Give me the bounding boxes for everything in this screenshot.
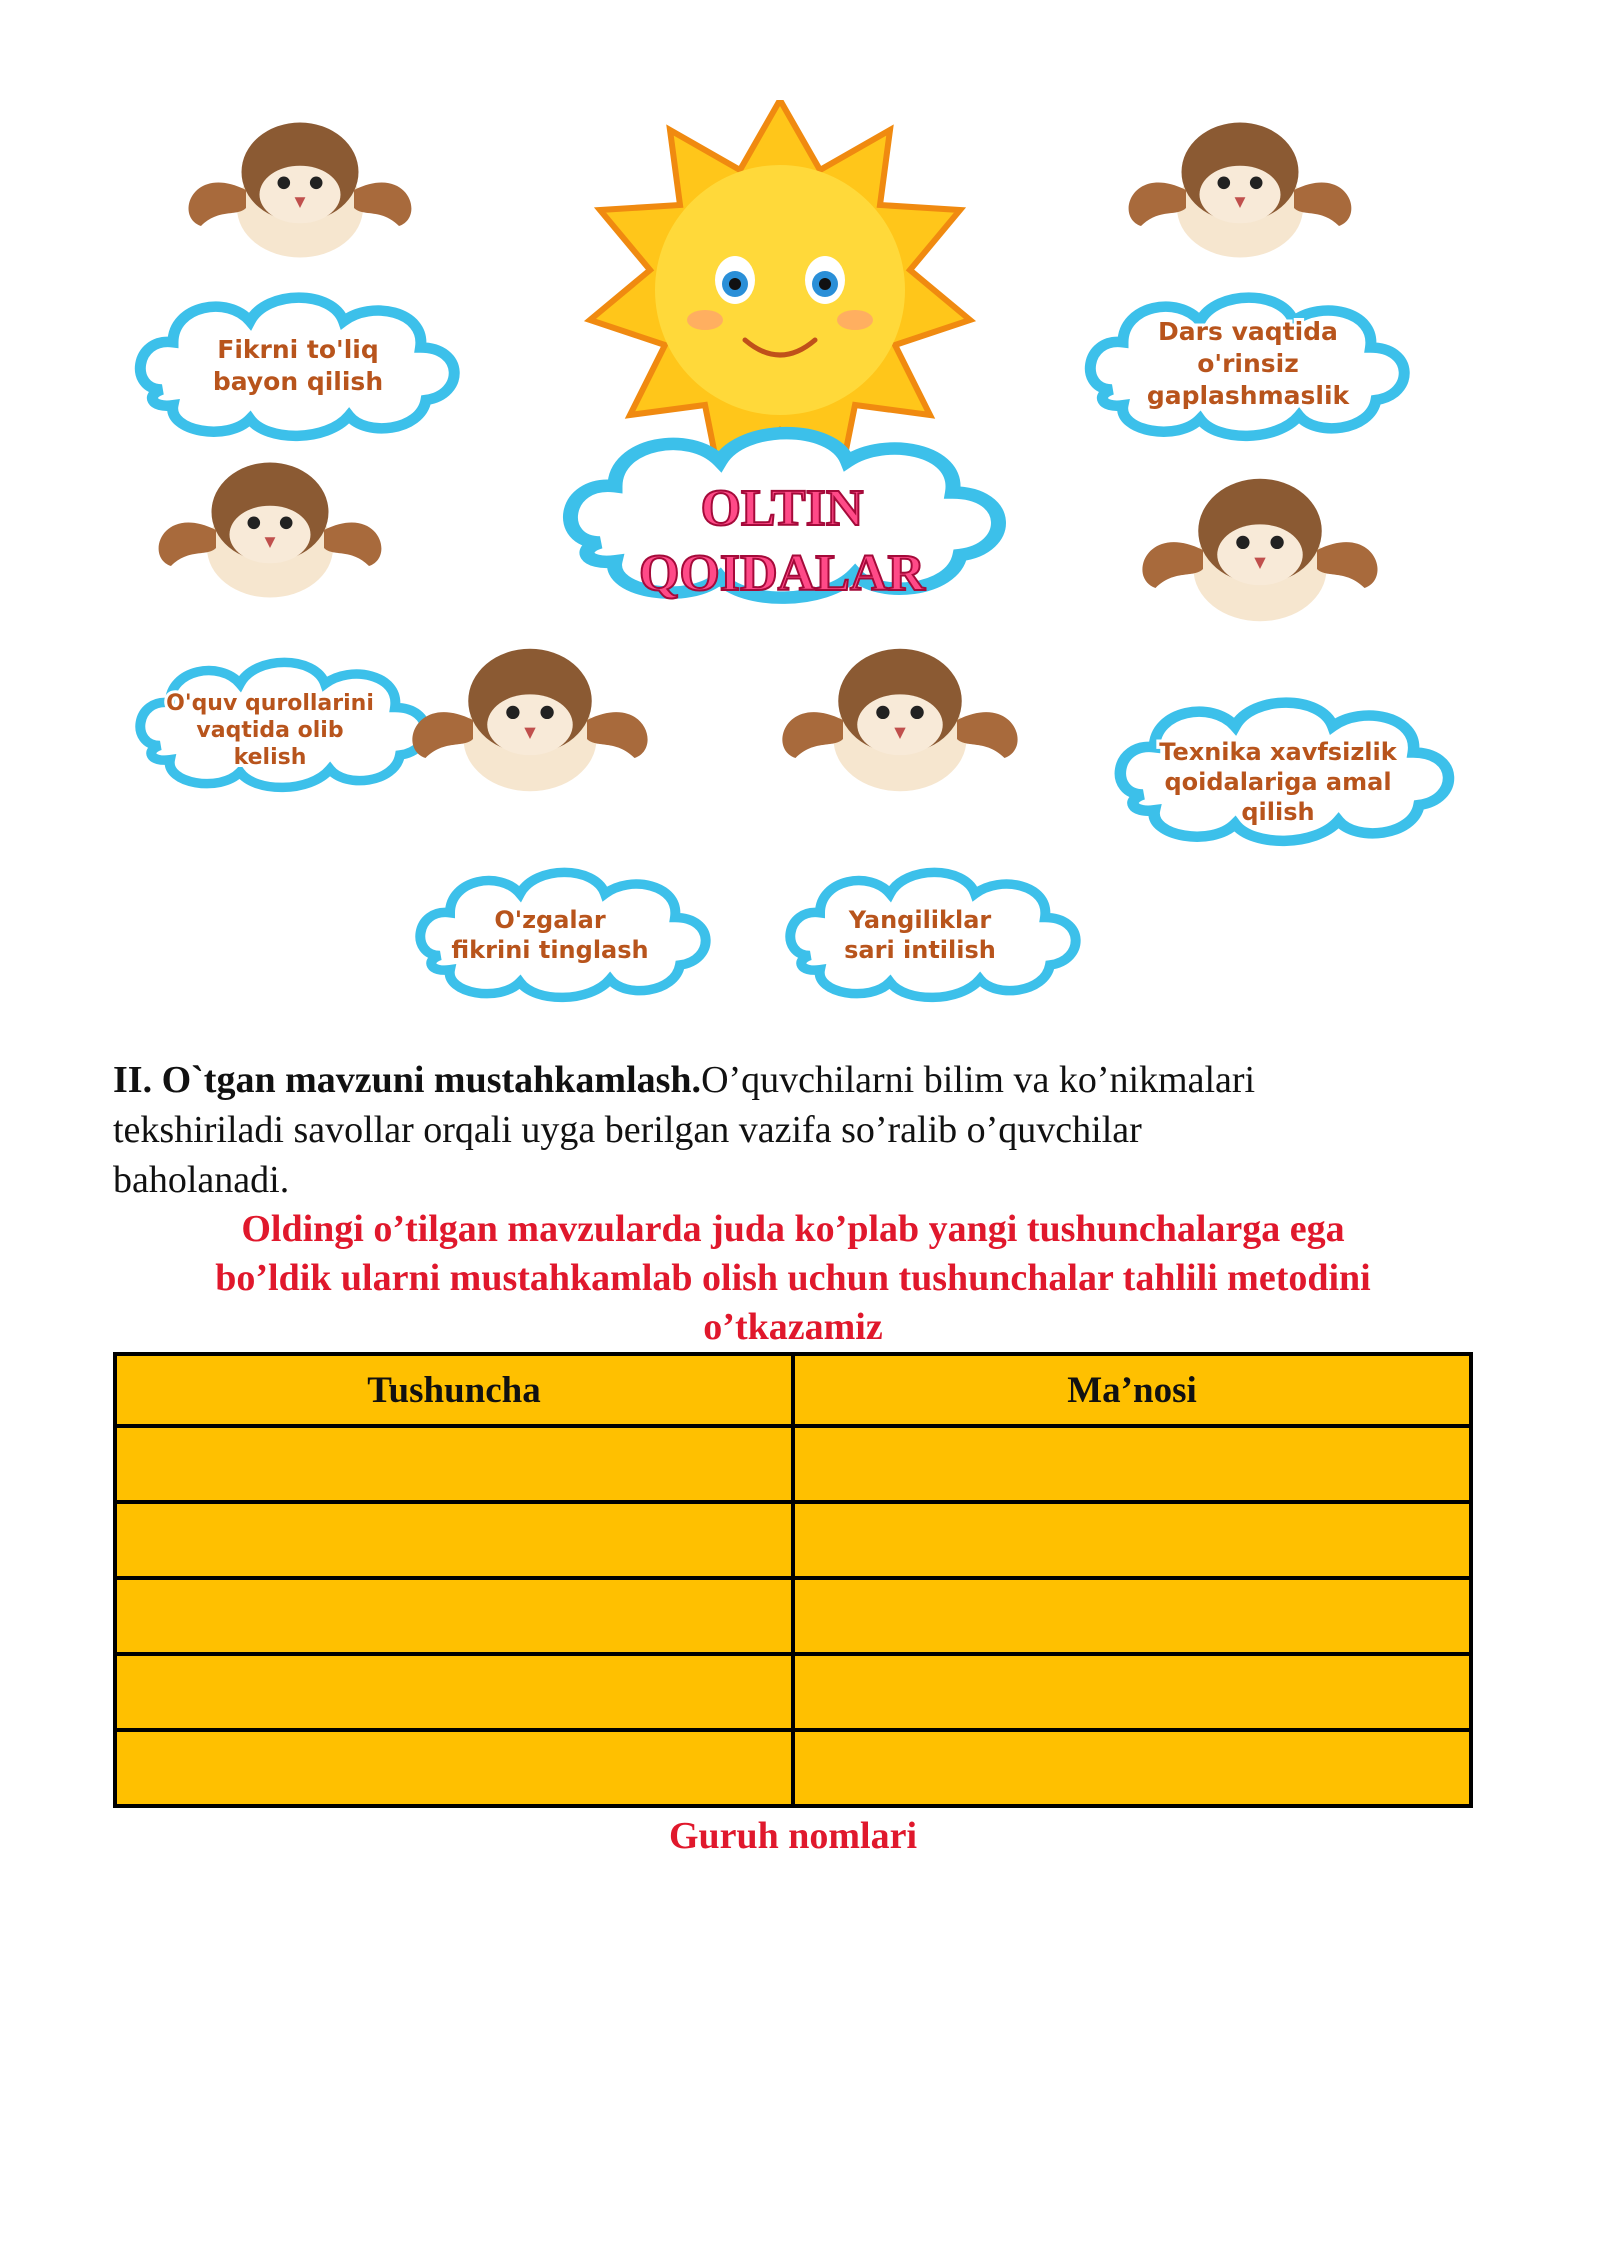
rule-3-line1: O'quv qurollarini bbox=[166, 691, 374, 716]
table-cell[interactable] bbox=[793, 1502, 1471, 1578]
section-body-line3: baholanadi. bbox=[113, 1159, 290, 1201]
rule-3-line2: vaqtida olib bbox=[196, 718, 344, 743]
section-body-line1: O’quvchilarni bilim va ko’nikmalari bbox=[701, 1059, 1256, 1101]
header-concept: Tushuncha bbox=[115, 1354, 793, 1426]
title-cloud bbox=[570, 433, 998, 602]
golden-rules-poster bbox=[130, 100, 1460, 1040]
rule-5-line2: fikrini tinglash bbox=[451, 936, 649, 964]
table-row bbox=[115, 1578, 1471, 1654]
rule-4-line1: Texnika xavfsizlik bbox=[1159, 738, 1397, 766]
rule-5-line1: O'zgalar bbox=[494, 906, 606, 934]
table-header-row bbox=[115, 1354, 1471, 1426]
document-content bbox=[113, 1055, 1473, 1858]
section-body-line2: tekshiriladi savollar orqali uyga berilgan vazifa so’ralib o’quvchilar bbox=[113, 1109, 1142, 1151]
table-row bbox=[115, 1426, 1471, 1502]
poster-title-line1: OLTIN bbox=[700, 480, 864, 537]
table-row bbox=[115, 1730, 1471, 1806]
rule-cloud-4 bbox=[1120, 479, 1448, 841]
section-heading: II. O`tgan mavzuni mustahkamlash. bbox=[113, 1059, 702, 1101]
table-cell[interactable] bbox=[115, 1730, 793, 1806]
rule-cloud-2 bbox=[1090, 123, 1404, 436]
rule-2-line3: gaplashmaslik bbox=[1146, 381, 1350, 410]
table-cell[interactable] bbox=[793, 1426, 1471, 1502]
method-intro-line2: bo’ldik ularni mustahkamlab olish uchun tushunchalar tahlili metodini bbox=[215, 1257, 1371, 1299]
section-paragraph bbox=[113, 1055, 1473, 1205]
rule-6-line2: sari intilish bbox=[844, 936, 996, 964]
table-row bbox=[115, 1502, 1471, 1578]
rule-4-line3: qilish bbox=[1241, 798, 1315, 826]
method-intro bbox=[113, 1205, 1473, 1352]
table-cell[interactable] bbox=[793, 1654, 1471, 1730]
table-cell[interactable] bbox=[115, 1426, 793, 1502]
rule-2-line2: o'rinsiz bbox=[1197, 349, 1299, 378]
table-cell[interactable] bbox=[115, 1654, 793, 1730]
method-intro-line3: o’tkazamiz bbox=[703, 1306, 883, 1348]
rule-cloud-5 bbox=[412, 649, 705, 998]
sun-illustration bbox=[590, 100, 970, 480]
group-names-title: Guruh nomlari bbox=[668, 1815, 918, 1857]
table-row bbox=[115, 1654, 1471, 1730]
rule-1-line1: Fikrni to'liq bbox=[217, 335, 379, 364]
table-cell[interactable] bbox=[793, 1578, 1471, 1654]
rule-cloud-1 bbox=[140, 123, 454, 436]
rule-cloud-3 bbox=[140, 463, 425, 788]
rule-1-line2: bayon qilish bbox=[212, 367, 384, 396]
table-cell[interactable] bbox=[115, 1578, 793, 1654]
rule-2-line1: Dars vaqtida bbox=[1158, 317, 1338, 346]
rule-6-line1: Yangiliklar bbox=[848, 906, 992, 934]
method-intro-line1: Oldingi o’tilgan mavzularda juda ko’plab yangi tushunchalarga ega bbox=[241, 1208, 1345, 1250]
header-meaning: Ma’nosi bbox=[793, 1354, 1471, 1426]
rule-4-line2: qoidalariga amal bbox=[1164, 768, 1392, 796]
poster-title-line2: QOIDALAR bbox=[638, 545, 926, 602]
table-cell[interactable] bbox=[115, 1502, 793, 1578]
rule-cloud-6 bbox=[782, 649, 1075, 998]
rule-3-line3: kelish bbox=[233, 745, 307, 770]
concept-table bbox=[113, 1352, 1473, 1808]
table-cell[interactable] bbox=[793, 1730, 1471, 1806]
